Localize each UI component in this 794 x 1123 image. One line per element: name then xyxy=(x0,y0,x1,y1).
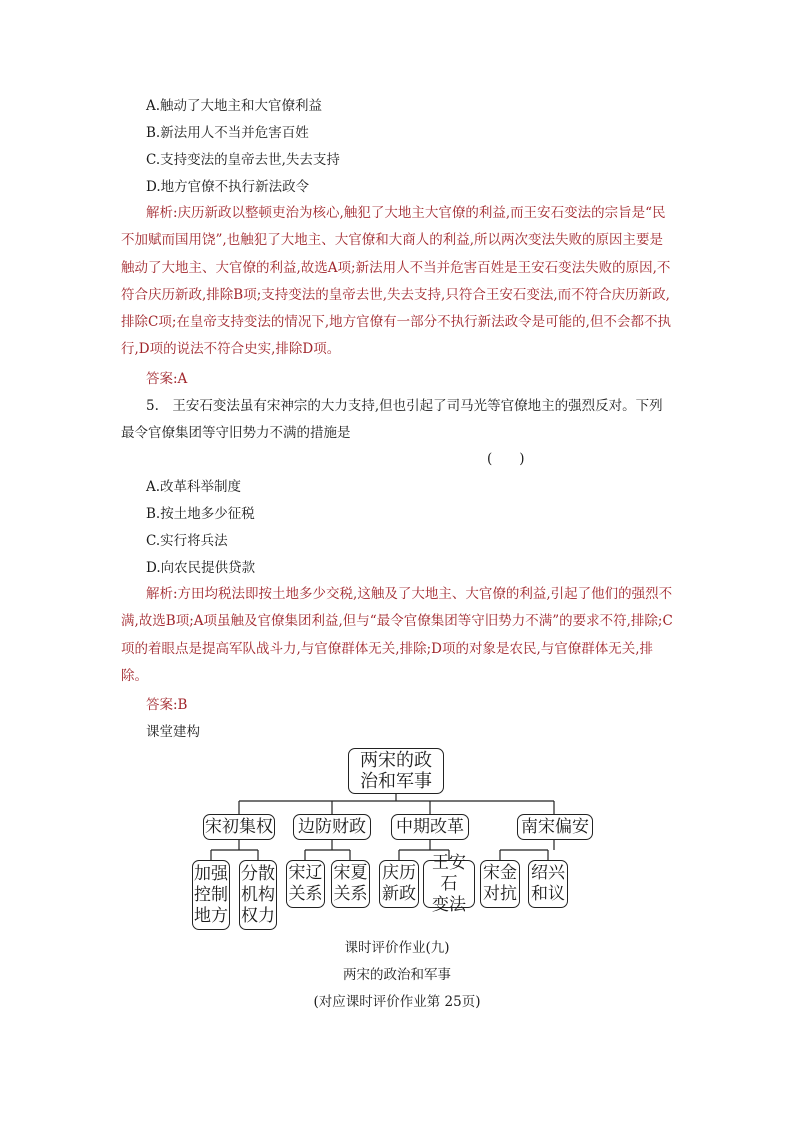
q5-stem xyxy=(121,393,676,448)
root-node: 两宋的政 治和军事 xyxy=(348,748,444,794)
q5-analysis-text: 解析:方田均税法即按土地多少交税,这触及了大地主、大官僚的利益,引起了他们的强烈不满,故选B项;A项虽触及官僚集团利益,但与“最令官僚集团等守旧势力不满”的要求不符,排除;C项的着眼点是提高军队战斗力,与官僚群体无关,排除;D项的对象是农民,与官僚群体无关,排除。 xyxy=(121,586,673,684)
assignment-page-ref: (对应课时评价作业第 25页) xyxy=(313,994,481,1010)
leaf-node-jiaqiang-kongzhi-difang: 加强 控制 地方 xyxy=(192,860,230,930)
q4-option-b: B.新法用人不当并危害百姓 xyxy=(146,125,309,141)
branch-node-zhongqi-gaige: 中期改革 xyxy=(391,814,469,840)
leaf-node-shaoxing-heyi: 绍兴 和议 xyxy=(528,860,568,908)
q4-option-c: C.支持变法的皇帝去世,失去支持 xyxy=(146,152,340,168)
q5-answer-paren: ( ) xyxy=(487,451,525,467)
leaf-node-song-liao-guanxi: 宋辽 关系 xyxy=(286,860,325,908)
leaf-node-qingli-xinzheng: 庆历 新政 xyxy=(379,860,419,908)
leaf-node-song-jin-duikang: 宋金 对抗 xyxy=(480,860,520,908)
q4-analysis-text: 解析:庆历新政以整顿吏治为核心,触犯了大地主大官僚的利益,而王安石变法的宗旨是“民不加赋而国用饶”,也触犯了大地主、大官僚和大商人的利益,所以两次变法失败的原因主要是触动了大地主、大官僚的利益,故选A项;新法用人不当并危害百姓是王安石变法失败的原因,不符合庆历新政,排除B项;支持变法的皇帝去世,失去支持,只符合王安石变法,而不符合庆历新政,排除C项;在皇帝支持变法的情况下,地方官僚有一部分不执行新法政令是可能的,但不会都不执行,D项的说法不符合史实,排除D项。 xyxy=(121,205,671,358)
assignment-title: 课时评价作业(九) xyxy=(344,940,450,956)
q5-stem-text: 5. 王安石变法虽有宋神宗的大力支持,但也引起了司马光等官僚地主的强烈反对。下列最令官僚集团等守旧势力不满的措施是 xyxy=(121,398,663,442)
assignment-subtitle: 两宋的政治和军事 xyxy=(343,967,451,983)
structure-heading: 课堂建构 xyxy=(146,724,200,740)
branch-node-nansong-pianan: 南宋偏安 xyxy=(517,814,593,840)
q5-answer: 答案:B xyxy=(146,697,188,713)
q5-analysis xyxy=(121,581,676,690)
q4-analysis xyxy=(121,200,676,364)
branch-node-bianfang-caizheng: 边防财政 xyxy=(293,814,371,840)
leaf-node-song-xia-guanxi: 宋夏 关系 xyxy=(331,860,370,908)
q5-option-d: D.向农民提供贷款 xyxy=(146,560,256,576)
branch-node-song-chu-jiquan: 宋初集权 xyxy=(203,814,275,840)
leaf-node-fensan-jigou-quanli: 分散 机构 权力 xyxy=(239,860,277,930)
q5-option-c: C.实行将兵法 xyxy=(146,533,228,549)
structure-diagram xyxy=(190,748,602,934)
leaf-node-wang-anshi-bianfa: 王安石 变法 xyxy=(423,860,475,908)
q4-option-d: D.地方官僚不执行新法政令 xyxy=(146,179,310,195)
q5-option-a: A.改革科举制度 xyxy=(146,479,242,495)
q4-answer: 答案:A xyxy=(146,371,188,387)
q4-option-a: A.触动了大地主和大官僚利益 xyxy=(146,98,323,114)
q5-option-b: B.按土地多少征税 xyxy=(146,506,255,522)
